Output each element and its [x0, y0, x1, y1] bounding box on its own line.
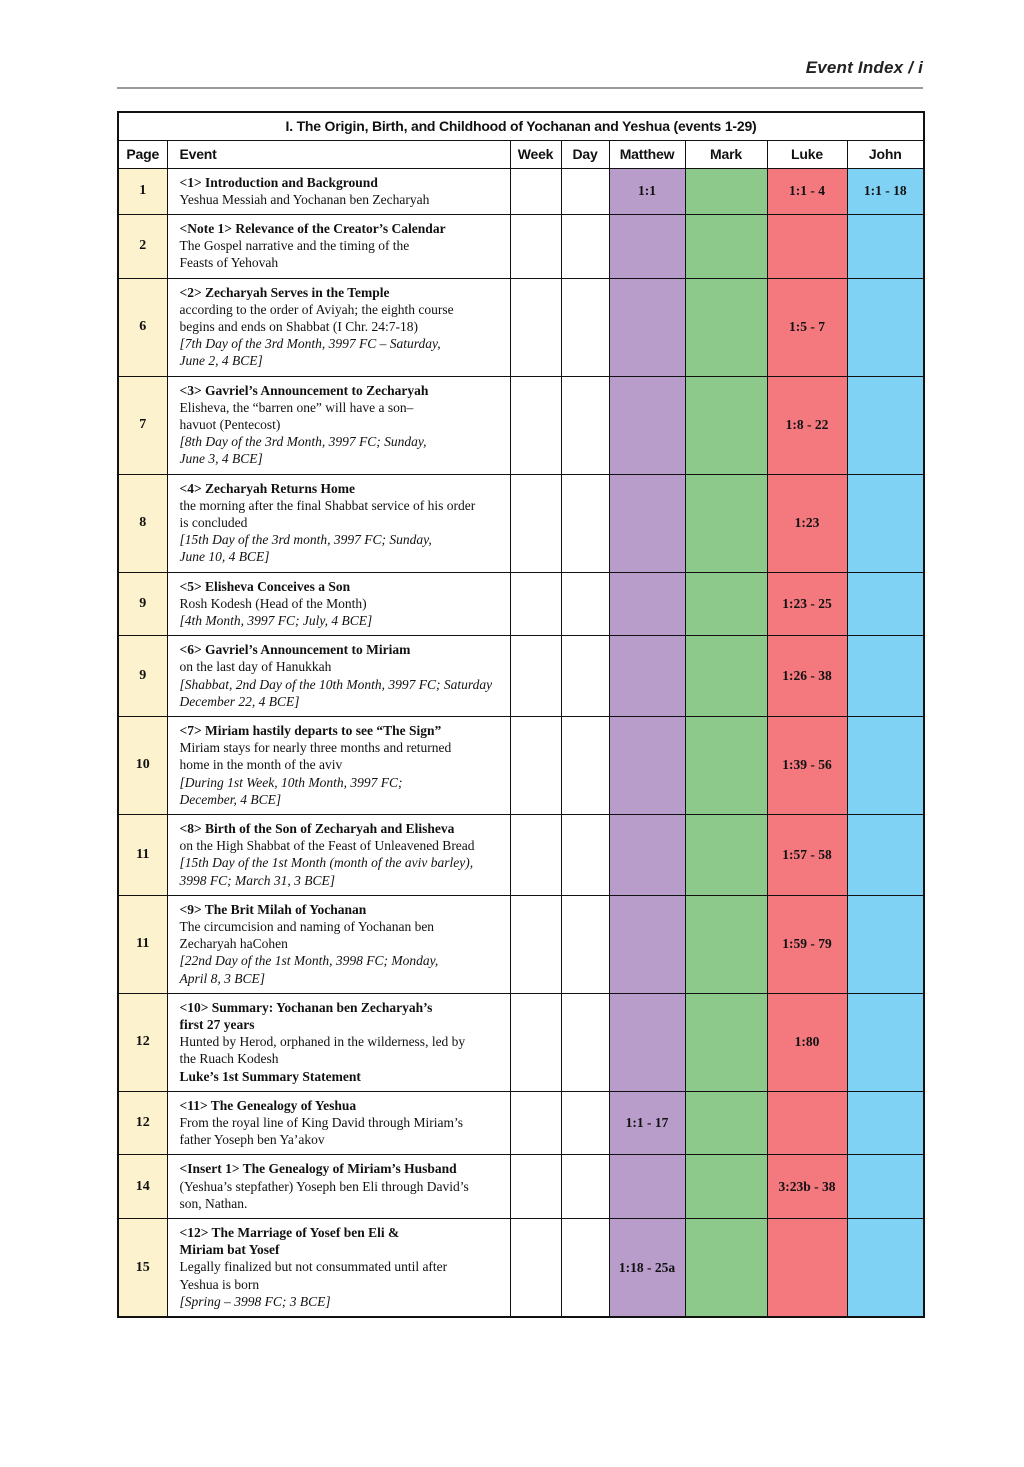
week-cell [510, 895, 561, 993]
event-line: Zecharyah haCohen [179, 936, 288, 952]
event-line: 3998 FC; March 31, 3 BCE] [179, 872, 335, 888]
luke-ref-cell: 1:39 - 56 [767, 716, 847, 814]
event-line: <6> Gavriel’s Announcement to Miriam [179, 642, 411, 658]
event-line: <12> The Marriage of Yosef ben Eli & [179, 1225, 400, 1241]
event-line: Hunted by Herod, orphaned in the wilderness, led by [179, 1034, 466, 1050]
table-row [118, 1091, 924, 1155]
event-line: From the royal line of King David through Miriam’s [179, 1115, 463, 1131]
column-header-event: Event [167, 140, 510, 168]
event-cell [167, 895, 510, 993]
event-cell [167, 214, 510, 278]
event-line: <4> Zecharyah Returns Home [179, 480, 355, 496]
mark-ref-cell [685, 572, 767, 636]
page-cell: 7 [118, 376, 167, 474]
mark-ref-cell [685, 716, 767, 814]
matthew-ref-cell: 1:1 [609, 168, 685, 214]
event-cell [167, 1219, 510, 1318]
luke-ref-cell: 3:23b - 38 [767, 1155, 847, 1219]
event-line: according to the order of Aviyah; the eighth course [179, 301, 454, 317]
day-cell [561, 1219, 609, 1318]
event-line: <11> The Genealogy of Yeshua [179, 1097, 357, 1113]
event-cell [167, 716, 510, 814]
john-ref-cell: 1:1 - 18 [847, 168, 924, 214]
mark-ref-cell [685, 895, 767, 993]
matthew-ref-cell [609, 636, 685, 717]
event-line: <8> Birth of the Son of Zecharyah and Elisheva [179, 821, 455, 836]
week-cell [510, 815, 561, 896]
table-row [118, 168, 924, 214]
week-cell [510, 716, 561, 814]
event-line: on the High Shabbat of the Feast of Unleavened Bread [179, 838, 475, 854]
day-cell [561, 815, 609, 896]
mark-ref-cell [685, 474, 767, 572]
event-cell [167, 815, 510, 896]
page-cell: 12 [118, 993, 167, 1091]
mark-ref-cell [685, 278, 767, 376]
event-cell [167, 572, 510, 636]
event-line: home in the month of the aviv [179, 757, 343, 773]
event-line: December, 4 BCE] [179, 791, 282, 807]
column-header-luke: Luke [767, 140, 847, 168]
event-line: Legally finalized but not consummated until after [179, 1259, 448, 1275]
week-cell [510, 474, 561, 572]
john-ref-cell [847, 278, 924, 376]
table-row [118, 993, 924, 1091]
event-line: [Spring – 3998 FC; 3 BCE] [179, 1293, 331, 1309]
table-body [118, 168, 924, 1317]
event-line: <Note 1> Relevance of the Creator’s Calendar [179, 220, 446, 236]
day-cell [561, 993, 609, 1091]
page-cell: 11 [118, 815, 167, 896]
john-ref-cell [847, 214, 924, 278]
event-line: the morning after the final Shabbat service of his order [179, 497, 476, 513]
column-header-week: Week [510, 140, 561, 168]
matthew-ref-cell [609, 815, 685, 896]
week-cell [510, 636, 561, 717]
page-cell: 9 [118, 636, 167, 717]
john-ref-cell [847, 993, 924, 1091]
column-header-row [118, 140, 924, 168]
day-cell [561, 376, 609, 474]
event-cell [167, 278, 510, 376]
matthew-ref-cell [609, 572, 685, 636]
event-line: <1> Introduction and Background [179, 174, 378, 190]
matthew-ref-cell [609, 278, 685, 376]
event-index-table [117, 111, 925, 1318]
table-row [118, 1155, 924, 1219]
table-row [118, 278, 924, 376]
day-cell [561, 168, 609, 214]
event-line: The circumcision and naming of Yochanan ben [179, 919, 435, 935]
event-line: April 8, 3 BCE] [179, 970, 266, 986]
event-line: June 10, 4 BCE] [179, 549, 270, 565]
table-row [118, 716, 924, 814]
john-ref-cell [847, 716, 924, 814]
day-cell [561, 716, 609, 814]
event-cell [167, 376, 510, 474]
event-line: Feasts of Yehovah [179, 255, 279, 271]
event-line: the Ruach Kodesh [179, 1051, 279, 1067]
event-line: on the last day of Hanukkah [179, 659, 332, 675]
event-cell [167, 474, 510, 572]
john-ref-cell [847, 1219, 924, 1318]
day-cell [561, 214, 609, 278]
matthew-ref-cell: 1:1 - 17 [609, 1091, 685, 1155]
luke-ref-cell [767, 1219, 847, 1318]
day-cell [561, 895, 609, 993]
day-cell [561, 636, 609, 717]
page-header-title: Event Index / i [805, 58, 923, 77]
event-line: son, Nathan. [179, 1195, 248, 1211]
luke-ref-cell: 1:5 - 7 [767, 278, 847, 376]
luke-ref-cell: 1:57 - 58 [767, 815, 847, 896]
event-line: June 2, 4 BCE] [179, 353, 263, 369]
luke-ref-cell: 1:1 - 4 [767, 168, 847, 214]
section-banner: I. The Origin, Birth, and Childhood of Yochanan and Yeshua (events 1-29) [118, 112, 924, 140]
luke-ref-cell [767, 1091, 847, 1155]
table-row [118, 1219, 924, 1318]
event-line: <10> Summary: Yochanan ben Zecharyah’s [179, 999, 433, 1015]
luke-ref-cell: 1:23 [767, 474, 847, 572]
event-cell [167, 1091, 510, 1155]
matthew-ref-cell [609, 474, 685, 572]
luke-ref-cell: 1:80 [767, 993, 847, 1091]
event-line: Yeshua is born [179, 1276, 260, 1292]
event-line: <Insert 1> The Genealogy of Miriam’s Husband [179, 1161, 457, 1177]
event-line: (Yeshua’s stepfather) Yoseph ben Eli through David’s [179, 1178, 469, 1194]
column-header-mark: Mark [685, 140, 767, 168]
john-ref-cell [847, 474, 924, 572]
column-header-day: Day [561, 140, 609, 168]
event-line: <9> The Brit Milah of Yochanan [179, 901, 367, 917]
event-cell [167, 1155, 510, 1219]
john-ref-cell [847, 376, 924, 474]
event-line: havuot (Pentecost) [179, 416, 281, 432]
mark-ref-cell [685, 1219, 767, 1318]
mark-ref-cell [685, 1155, 767, 1219]
event-line: is concluded [179, 514, 248, 530]
john-ref-cell [847, 572, 924, 636]
event-cell [167, 636, 510, 717]
luke-ref-cell: 1:26 - 38 [767, 636, 847, 717]
event-line: [8th Day of the 3rd Month, 3997 FC; Sunday, [179, 434, 427, 450]
page-cell: 2 [118, 214, 167, 278]
matthew-ref-cell [609, 895, 685, 993]
event-line: [4th Month, 3997 FC; July, 4 BCE] [179, 612, 373, 628]
john-ref-cell [847, 1091, 924, 1155]
event-line: first 27 years [179, 1017, 255, 1033]
event-line: [15th Day of the 1st Month (month of the aviv barley), [179, 855, 474, 871]
luke-ref-cell: 1:59 - 79 [767, 895, 847, 993]
event-line: Miriam stays for nearly three months and returned [179, 740, 452, 756]
header-rule [117, 87, 923, 89]
event-line: [7th Day of the 3rd Month, 3997 FC – Saturday, [179, 336, 441, 352]
mark-ref-cell [685, 815, 767, 896]
event-line: Rosh Kodesh (Head of the Month) [179, 595, 367, 611]
mark-ref-cell [685, 168, 767, 214]
table-row [118, 895, 924, 993]
luke-ref-cell: 1:23 - 25 [767, 572, 847, 636]
column-header-matthew: Matthew [609, 140, 685, 168]
event-line: June 3, 4 BCE] [179, 451, 263, 467]
event-line: <2> Zecharyah Serves in the Temple [179, 284, 390, 300]
event-cell [167, 993, 510, 1091]
event-line: Miriam bat Yosef [179, 1242, 280, 1258]
week-cell [510, 278, 561, 376]
event-line: father Yoseph ben Ya’akov [179, 1132, 325, 1148]
day-cell [561, 278, 609, 376]
week-cell [510, 572, 561, 636]
matthew-ref-cell: 1:18 - 25a [609, 1219, 685, 1318]
table-row [118, 815, 924, 896]
week-cell [510, 1155, 561, 1219]
event-line: [15th Day of the 3rd month, 3997 FC; Sunday, [179, 532, 432, 548]
day-cell [561, 474, 609, 572]
mark-ref-cell [685, 1091, 767, 1155]
luke-ref-cell [767, 214, 847, 278]
week-cell [510, 214, 561, 278]
table-row [118, 474, 924, 572]
table-row [118, 636, 924, 717]
week-cell [510, 1091, 561, 1155]
event-line: December 22, 4 BCE] [179, 693, 300, 709]
table-row [118, 214, 924, 278]
page-cell: 6 [118, 278, 167, 376]
matthew-ref-cell [609, 993, 685, 1091]
page-cell: 9 [118, 572, 167, 636]
page-cell: 10 [118, 716, 167, 814]
day-cell [561, 1155, 609, 1219]
table-row [118, 376, 924, 474]
page-cell: 1 [118, 168, 167, 214]
event-line: [22nd Day of the 1st Month, 3998 FC; Monday, [179, 953, 439, 969]
column-header-page: Page [118, 140, 167, 168]
event-line: <5> Elisheva Conceives a Son [179, 578, 351, 594]
week-cell [510, 1219, 561, 1318]
page-cell: 14 [118, 1155, 167, 1219]
column-header-john: John [847, 140, 924, 168]
week-cell [510, 993, 561, 1091]
day-cell [561, 572, 609, 636]
matthew-ref-cell [609, 214, 685, 278]
event-line: The Gospel narrative and the timing of the [179, 238, 410, 254]
table-row [118, 572, 924, 636]
event-line: Elisheva, the “barren one” will have a son– [179, 399, 414, 415]
luke-ref-cell: 1:8 - 22 [767, 376, 847, 474]
event-line: begins and ends on Shabbat (I Chr. 24:7-18) [179, 318, 418, 334]
day-cell [561, 1091, 609, 1155]
matthew-ref-cell [609, 1155, 685, 1219]
mark-ref-cell [685, 214, 767, 278]
page-content [117, 58, 923, 1318]
matthew-ref-cell [609, 376, 685, 474]
john-ref-cell [847, 895, 924, 993]
week-cell [510, 168, 561, 214]
mark-ref-cell [685, 636, 767, 717]
event-line: [Shabbat, 2nd Day of the 10th Month, 3997 FC; Saturday [179, 676, 493, 692]
event-line: Yeshua Messiah and Yochanan ben Zecharyah [179, 191, 430, 207]
page-cell: 12 [118, 1091, 167, 1155]
john-ref-cell [847, 815, 924, 896]
week-cell [510, 376, 561, 474]
event-line: <3> Gavriel’s Announcement to Zecharyah [179, 382, 429, 398]
page-cell: 15 [118, 1219, 167, 1318]
page-cell: 8 [118, 474, 167, 572]
matthew-ref-cell [609, 716, 685, 814]
page-cell: 11 [118, 895, 167, 993]
event-line: Luke’s 1st Summary Statement [179, 1068, 361, 1084]
event-cell [167, 168, 510, 214]
mark-ref-cell [685, 993, 767, 1091]
john-ref-cell [847, 636, 924, 717]
mark-ref-cell [685, 376, 767, 474]
event-line: <7> Miriam hastily departs to see “The Sign” [179, 722, 442, 738]
event-line: [During 1st Week, 10th Month, 3997 FC; [179, 774, 403, 790]
john-ref-cell [847, 1155, 924, 1219]
